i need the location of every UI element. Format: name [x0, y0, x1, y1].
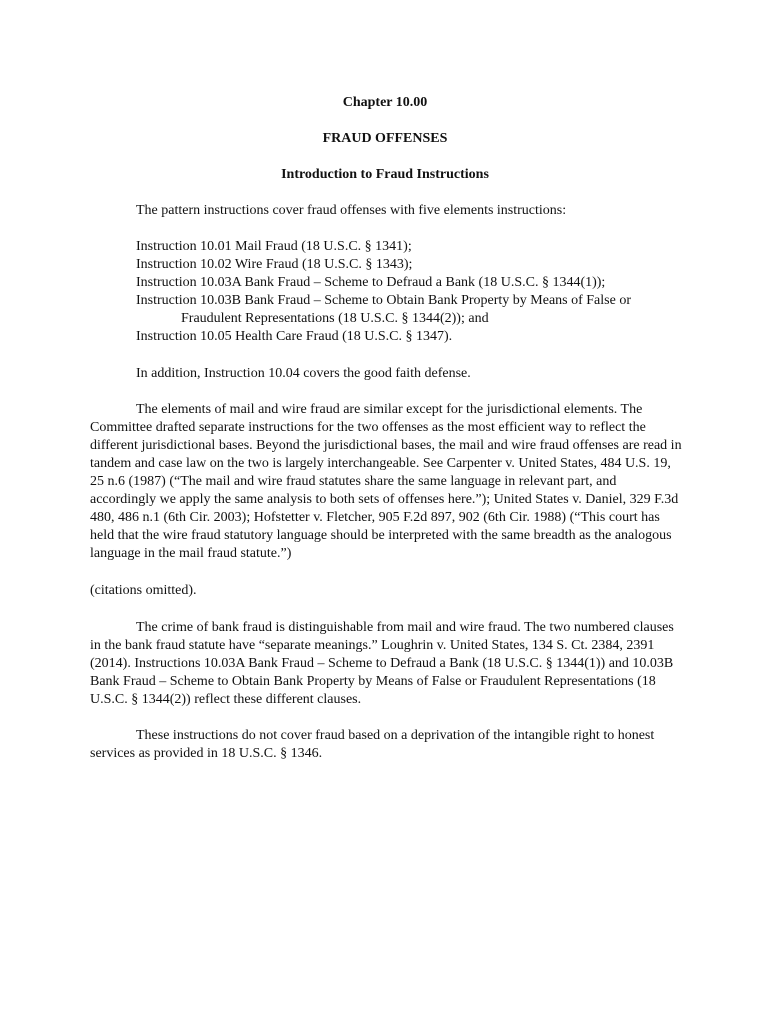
instruction-item: Instruction 10.02 Wire Fraud (18 U.S.C. § 1343); [136, 257, 413, 272]
citations-omitted-line: (citations omitted). [90, 583, 197, 598]
instruction-list [136, 238, 696, 346]
instruction-item: Instruction 10.01 Mail Fraud (18 U.S.C. § 1341); [136, 239, 412, 254]
section-heading: Introduction to Fraud Instructions [281, 167, 489, 182]
lead-paragraph: The pattern instructions cover fraud offenses with five elements instructions: [136, 203, 567, 218]
honest-services-paragraph: These instructions do not cover fraud based on a deprivation of the intangible right to honest services as provided in 18 U.S.C. § 1346. [90, 728, 655, 761]
instruction-item: Instruction 10.03B Bank Fraud – Scheme to Obtain Bank Property by Means of False or [136, 293, 631, 308]
chapter-title: FRAUD OFFENSES [322, 131, 448, 146]
chapter-heading: Chapter 10.00 [342, 95, 428, 110]
bank-fraud-paragraph: The crime of bank fraud is distinguishable from mail and wire fraud. The two numbered clauses in the bank fraud statute have “separate meanings.” Loughrin v. United States, 134 S. Ct. 2384, 2391 (2014). Instructions 10.03A Bank Fraud – Scheme to Defraud a Bank (18 U.S.C. § 1344(1)) and 10.03B Bank Fraud – Scheme to Obtain Bank Property by Means of False or Fraudulent Representations (18 U.S.C. § 1344(2)) reflect these different clauses. [90, 620, 674, 707]
good-faith-paragraph: In addition, Instruction 10.04 covers the good faith defense. [136, 366, 471, 381]
instruction-item: Instruction 10.05 Health Care Fraud (18 U.S.C. § 1347). [136, 329, 453, 344]
instruction-item: Instruction 10.03A Bank Fraud – Scheme to Defraud a Bank (18 U.S.C. § 1344(1)); [136, 275, 606, 290]
mail-wire-elements-paragraph: The elements of mail and wire fraud are similar except for the jurisdictional elements. The Committee drafted separate instructions for the two offenses as the most efficient way to reflect the different jurisdictional bases. Beyond the jurisdictional bases, the mail and wire fraud offenses are read in tandem and case law on the two is largely interchangeable. See Carpenter v. United States, 484 U.S. 19, 25 n.6 (1987) (“The mail and wire fraud statutes share the same language in relevant part, and accordingly we apply the same analysis to both sets of offenses here.”); United States v. Daniel, 329 F.3d 480, 486 n.1 (6th Cir. 2003); Hofstetter v. Fletcher, 905 F.2d 897, 902 (6th Cir. 1988) (“This court has held that the wire fraud statutory language should be interpreted with the same breadth as the analogous language in the mail fraud statute.”) [90, 402, 682, 561]
instruction-item-continuation: Fraudulent Representations (18 U.S.C. § 1344(2)); and [181, 311, 489, 326]
